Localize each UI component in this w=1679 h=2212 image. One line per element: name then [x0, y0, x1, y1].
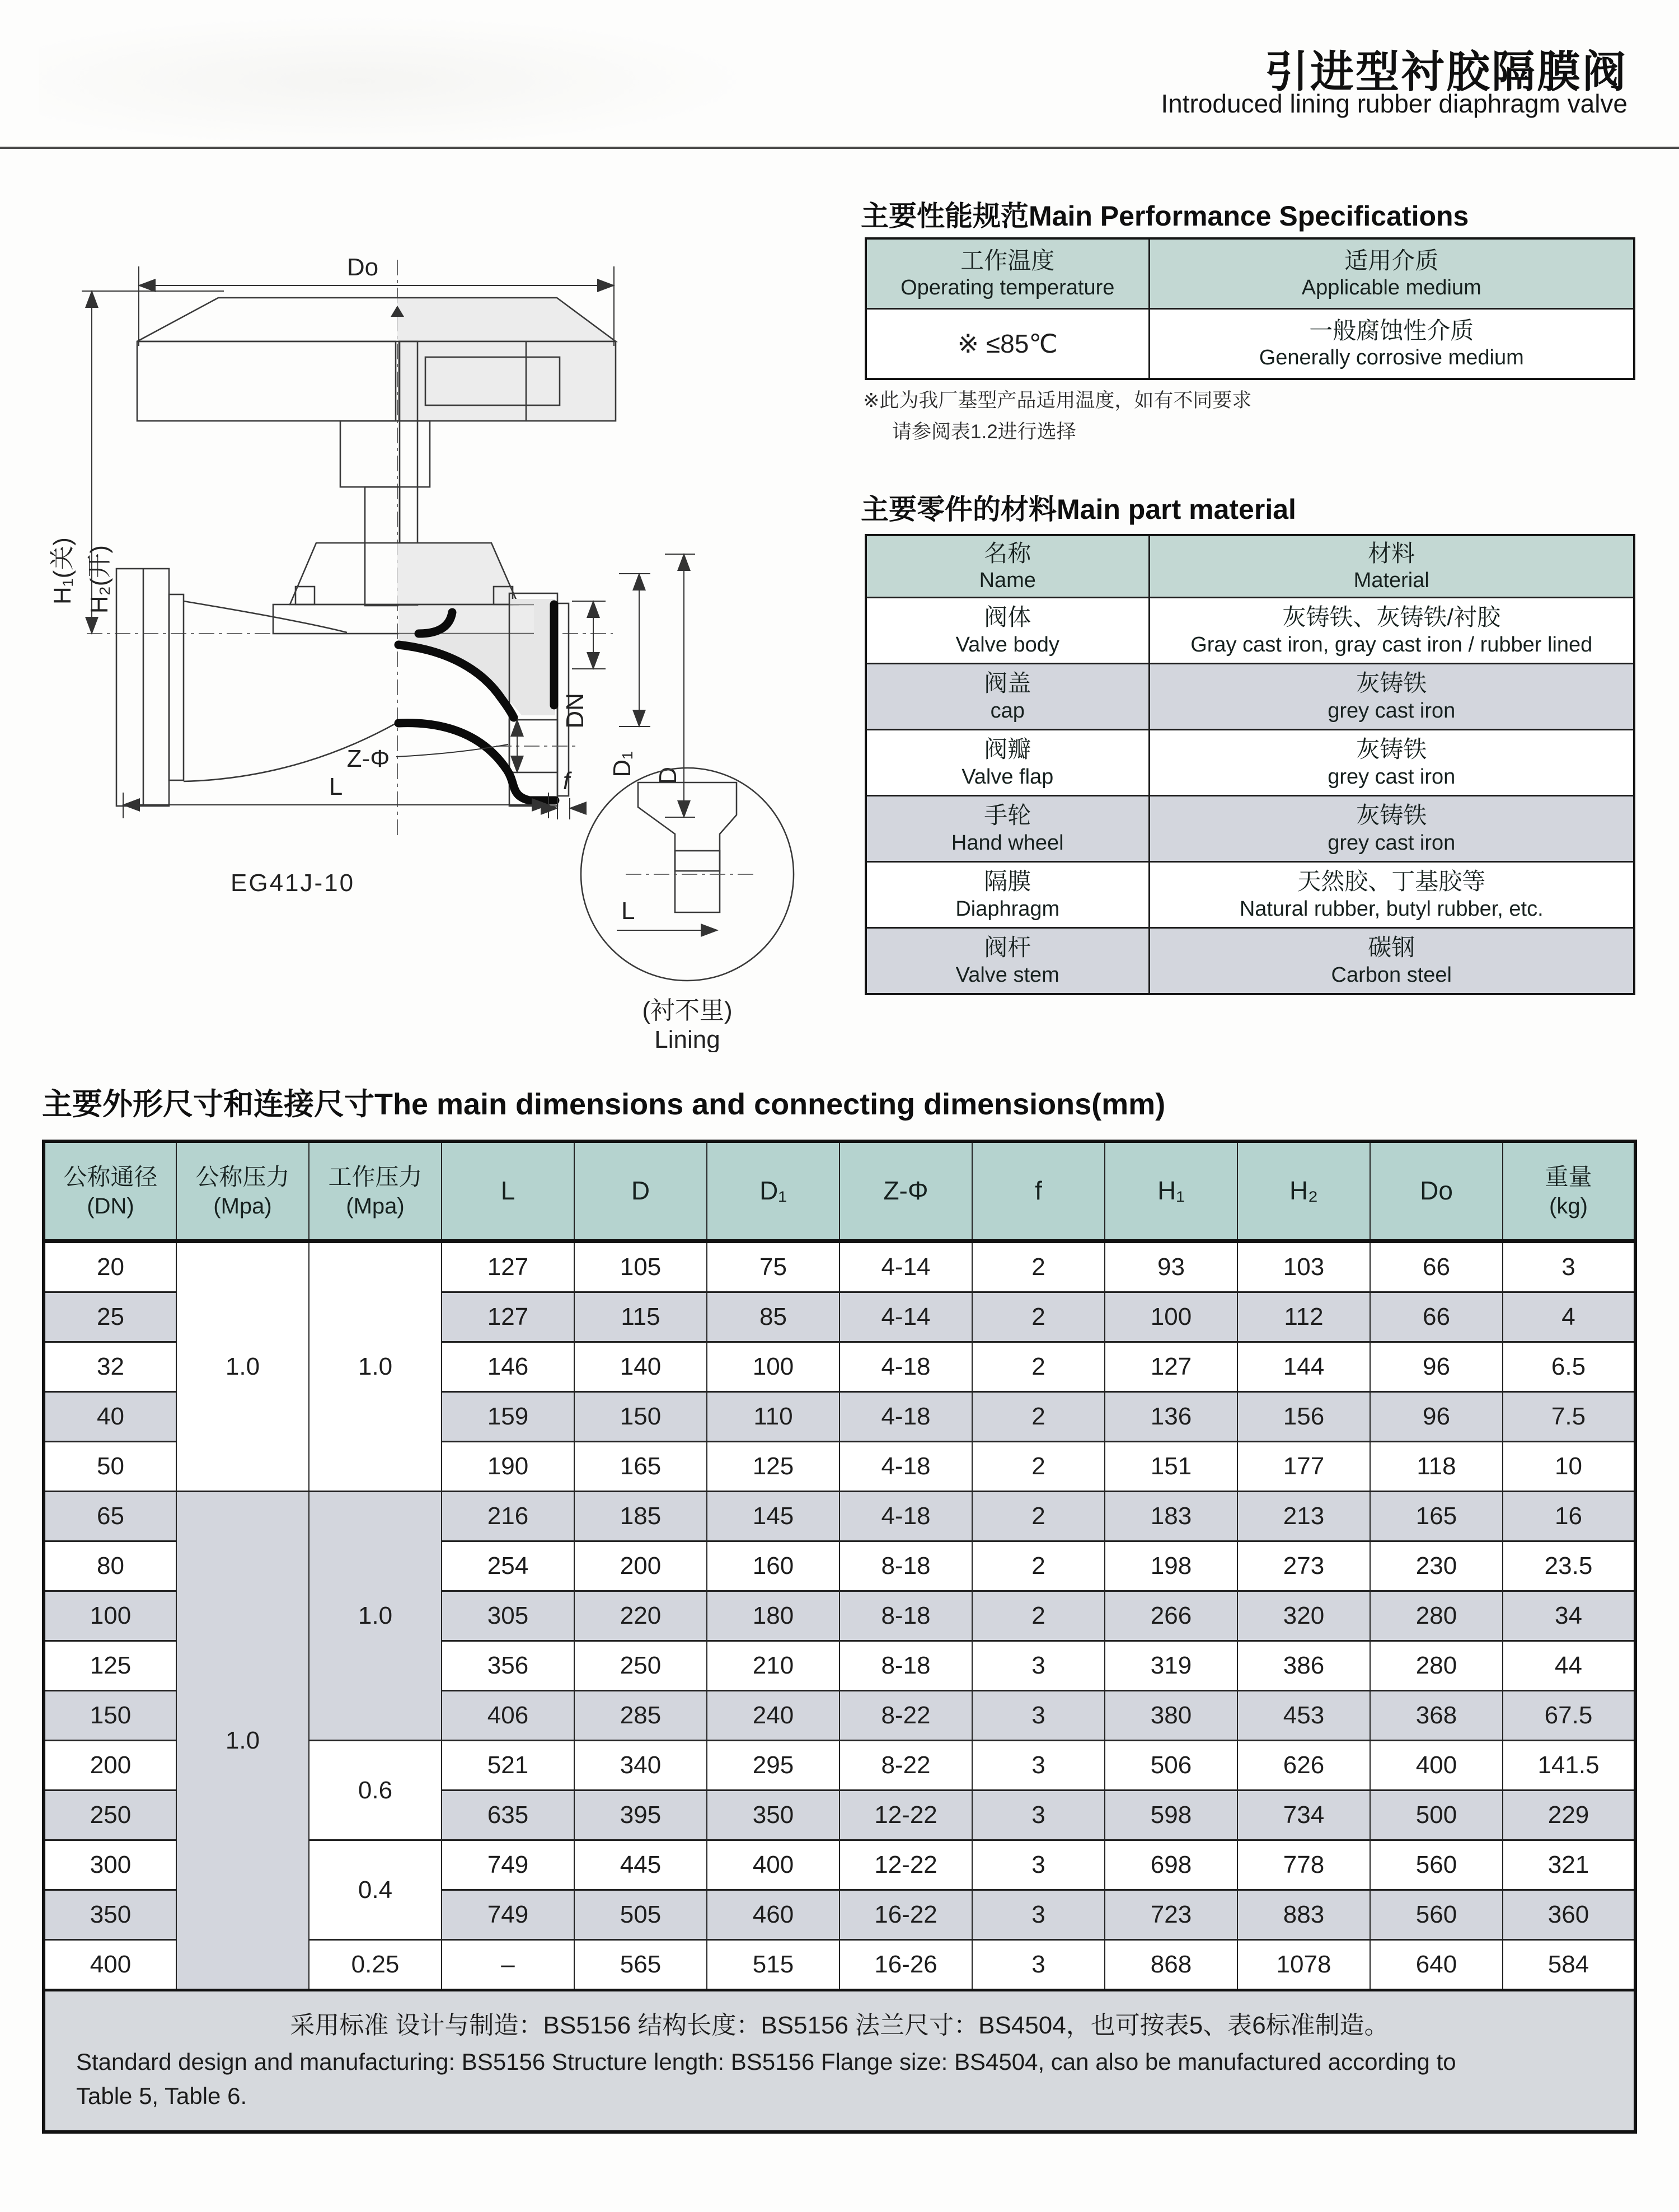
dim-cell: 400 — [44, 1940, 176, 1990]
col-dn: 公称通径 (DN) — [44, 1141, 176, 1241]
dim-cell: 250 — [44, 1791, 176, 1840]
dim-cell: 280 — [1370, 1641, 1503, 1691]
materials-header-row — [866, 535, 1634, 598]
col-applicable-medium: 适用介质 Applicable medium — [1149, 238, 1634, 309]
dim-cell: 460 — [707, 1890, 840, 1940]
dim-cell: 4 — [1503, 1292, 1635, 1342]
dim-cell: 25 — [44, 1292, 176, 1342]
performance-value-row — [866, 309, 1634, 379]
dim-cell: 280 — [1370, 1591, 1503, 1641]
dim-cell: 749 — [442, 1840, 574, 1890]
dim-cell: 4-18 — [840, 1492, 972, 1541]
dim-cell: 521 — [442, 1741, 574, 1791]
lining-caption-en: Lining — [654, 1026, 720, 1052]
dim-cell: 127 — [442, 1292, 574, 1342]
dim-cell: 4-14 — [840, 1241, 972, 1292]
dim-cell: 23.5 — [1503, 1541, 1635, 1591]
dim-cell: 165 — [574, 1442, 707, 1492]
dim-cell: 350 — [44, 1890, 176, 1940]
dim-cell: 560 — [1370, 1840, 1503, 1890]
dim-label-d1: D₁ — [608, 751, 636, 777]
dim-cell: 145 — [707, 1492, 840, 1541]
dim-cell: 295 — [707, 1741, 840, 1791]
dim-cell: 723 — [1105, 1890, 1237, 1940]
dim-cell: 105 — [574, 1241, 707, 1292]
dim-cell: 340 — [574, 1741, 707, 1791]
col-d: D — [574, 1141, 707, 1241]
dim-label-z-phi: Z-Φ — [346, 745, 390, 772]
dim-cell: 75 — [707, 1241, 840, 1292]
dim-cell: 626 — [1237, 1741, 1370, 1791]
dim-cell: 230 — [1370, 1541, 1503, 1591]
valve-model-label: EG41J-10 — [231, 869, 355, 897]
dim-cell: 321 — [1503, 1840, 1635, 1890]
dim-cell: 141.5 — [1503, 1741, 1635, 1791]
col-weight: 重量 (kg) — [1503, 1141, 1635, 1241]
dim-cell: 110 — [707, 1392, 840, 1442]
col-h1: H₁ — [1105, 1141, 1237, 1241]
dim-cell: 93 — [1105, 1241, 1237, 1292]
dim-cell: 350 — [707, 1791, 840, 1840]
dim-cell: 453 — [1237, 1691, 1370, 1741]
dim-cell: 185 — [574, 1492, 707, 1541]
standards-note-en: Standard design and manufacturing: BS5156 Structure length: BS5156 Flange size: BS4504, can also be manufactured according to Table 5, Table 6. — [76, 2049, 1456, 2109]
dim-cell: 100 — [707, 1342, 840, 1392]
dim-cell: 2 — [972, 1492, 1105, 1541]
dim-cell: 16-26 — [840, 1940, 972, 1990]
dim-cell: 146 — [442, 1342, 574, 1392]
performance-header-row — [866, 238, 1634, 309]
dim-label-h1: H₁(关) — [49, 537, 76, 604]
dim-cell: 254 — [442, 1541, 574, 1591]
dim-cell: 3 — [972, 1791, 1105, 1840]
dim-cell: 1078 — [1237, 1940, 1370, 1990]
dim-cell: 100 — [1105, 1292, 1237, 1342]
dim-cell: 505 — [574, 1890, 707, 1940]
dim-cell: 400 — [1370, 1741, 1503, 1791]
dim-cell: 868 — [1105, 1940, 1237, 1990]
dim-cell: 96 — [1370, 1342, 1503, 1392]
dim-cell: 1.0 — [309, 1492, 442, 1741]
dimensions-header-row — [44, 1141, 1635, 1241]
dim-cell: 140 — [574, 1342, 707, 1392]
dim-cell: 7.5 — [1503, 1392, 1635, 1442]
dim-cell: 698 — [1105, 1840, 1237, 1890]
col-working-pressure: 工作压力 (Mpa) — [309, 1141, 442, 1241]
dim-cell: 200 — [574, 1541, 707, 1591]
col-d1: D₁ — [707, 1141, 840, 1241]
dim-cell: 734 — [1237, 1791, 1370, 1840]
dim-cell: 250 — [574, 1641, 707, 1691]
dim-cell: 100 — [44, 1591, 176, 1641]
faint-watermark — [39, 17, 744, 146]
dim-cell: 400 — [707, 1840, 840, 1890]
temperature-value: ※ ≤85℃ — [866, 309, 1149, 379]
col-do: Do — [1370, 1141, 1503, 1241]
dim-cell: 8-22 — [840, 1741, 972, 1791]
dim-cell: 12-22 — [840, 1791, 972, 1840]
dim-cell: 115 — [574, 1292, 707, 1342]
dim-cell: 200 — [44, 1741, 176, 1791]
dim-cell: 125 — [707, 1442, 840, 1492]
dim-cell: 749 — [442, 1890, 574, 1940]
dim-label-do: Do — [346, 254, 379, 281]
dim-cell: 127 — [442, 1241, 574, 1292]
dim-cell: 2 — [972, 1241, 1105, 1292]
dim-cell: 12-22 — [840, 1840, 972, 1890]
dim-label-h2: H₂(开) — [86, 545, 113, 614]
col-z-phi: Z-Φ — [840, 1141, 972, 1241]
dim-cell: 160 — [707, 1541, 840, 1591]
dim-cell: 273 — [1237, 1541, 1370, 1591]
dim-cell: 198 — [1105, 1541, 1237, 1591]
dim-cell: 640 — [1370, 1940, 1503, 1990]
dimensions-footer-row — [44, 1990, 1635, 2132]
dim-cell: 380 — [1105, 1691, 1237, 1741]
dim-cell: 127 — [1105, 1342, 1237, 1392]
dim-cell: 8-18 — [840, 1591, 972, 1641]
dim-label-f: f — [562, 767, 570, 795]
dims-tbody — [44, 1241, 1635, 1990]
dim-cell: 2 — [972, 1292, 1105, 1342]
dim-cell: 4-14 — [840, 1292, 972, 1342]
standards-note — [44, 1990, 1635, 2132]
dim-cell: 216 — [442, 1492, 574, 1541]
dim-cell: 229 — [1503, 1791, 1635, 1840]
col-h2: H₂ — [1237, 1141, 1370, 1241]
material-row-valve-flap: 阀瓣 Valve flap 灰铸铁 grey cast iron — [866, 730, 1634, 796]
dim-cell: 0.4 — [309, 1840, 442, 1940]
dim-cell: 368 — [1370, 1691, 1503, 1741]
dim-cell: 395 — [574, 1791, 707, 1840]
dim-cell: 598 — [1105, 1791, 1237, 1840]
dim-cell: 151 — [1105, 1442, 1237, 1492]
dim-cell: 1.0 — [309, 1241, 442, 1492]
performance-section-title: 主要性能规范Main Performance Specifications — [861, 200, 1469, 232]
dim-cell: 3 — [972, 1940, 1105, 1990]
dim-cell: 80 — [44, 1541, 176, 1591]
dim-cell: 118 — [1370, 1442, 1503, 1492]
dim-cell: 112 — [1237, 1292, 1370, 1342]
medium-value: 一般腐蚀性介质 Generally corrosive medium — [1149, 309, 1634, 379]
materials-section-title: 主要零件的材料Main part material — [861, 494, 1296, 525]
dim-cell: 159 — [442, 1392, 574, 1442]
dim-cell: 4-18 — [840, 1342, 972, 1392]
dim-cell: 386 — [1237, 1641, 1370, 1691]
dim-cell: 3 — [972, 1890, 1105, 1940]
dim-cell: 150 — [44, 1691, 176, 1741]
material-row-cap: 阀盖 cap 灰铸铁 grey cast iron — [866, 664, 1634, 730]
dim-cell: 66 — [1370, 1241, 1503, 1292]
dim-cell: 445 — [574, 1840, 707, 1890]
dim-cell: 32 — [44, 1342, 176, 1392]
dim-cell: 0.6 — [309, 1741, 442, 1840]
dim-cell: 190 — [442, 1442, 574, 1492]
dim-cell: 20 — [44, 1241, 176, 1292]
dim-cell: 96 — [1370, 1392, 1503, 1442]
dim-cell: 67.5 — [1503, 1691, 1635, 1741]
dim-cell: 16-22 — [840, 1890, 972, 1940]
dim-cell: 65 — [44, 1492, 176, 1541]
materials-table — [865, 534, 1635, 995]
dim-cell: 2 — [972, 1392, 1105, 1442]
col-nominal-pressure: 公称压力 (Mpa) — [176, 1141, 309, 1241]
dim-cell: 44 — [1503, 1641, 1635, 1691]
material-row-valve-body: 阀体 Valve body 灰铸铁、灰铸铁/衬胶 Gray cast iron, gray cast iron / rubber lined — [866, 598, 1634, 664]
dim-cell: 565 — [574, 1940, 707, 1990]
material-row-hand-wheel: 手轮 Hand wheel 灰铸铁 grey cast iron — [866, 796, 1634, 862]
col-name: 名称 Name — [866, 535, 1149, 598]
dim-cell: 3 — [972, 1840, 1105, 1890]
dim-cell: 3 — [972, 1741, 1105, 1791]
detail-dim-l: L — [621, 897, 635, 925]
dim-cell: 66 — [1370, 1292, 1503, 1342]
dim-cell: 2 — [972, 1541, 1105, 1591]
dim-cell: 136 — [1105, 1392, 1237, 1442]
dim-cell: 40 — [44, 1392, 176, 1442]
dim-cell: 177 — [1237, 1442, 1370, 1492]
dim-cell: 150 — [574, 1392, 707, 1442]
dim-cell: 3 — [972, 1691, 1105, 1741]
dim-cell: 220 — [574, 1591, 707, 1641]
col-f: f — [972, 1141, 1105, 1241]
dim-cell: 320 — [1237, 1591, 1370, 1641]
page-title-cn: 引进型衬胶隔膜阀 — [1264, 47, 1628, 96]
dim-cell: 10 — [1503, 1442, 1635, 1492]
dim-cell: 2 — [972, 1442, 1105, 1492]
dim-cell: 3 — [972, 1641, 1105, 1691]
dim-cell: 8-18 — [840, 1541, 972, 1591]
dim-cell: 560 — [1370, 1890, 1503, 1940]
dim-cell: 103 — [1237, 1241, 1370, 1292]
dim-cell: 635 — [442, 1791, 574, 1840]
dim-cell: 2 — [972, 1342, 1105, 1392]
dim-cell: – — [442, 1940, 574, 1990]
dim-cell: 8-22 — [840, 1691, 972, 1741]
page-title-en: Introduced lining rubber diaphragm valve — [1161, 89, 1628, 118]
dim-cell: 3 — [1503, 1241, 1635, 1292]
dim-cell: 883 — [1237, 1890, 1370, 1940]
dim-cell: 240 — [707, 1691, 840, 1741]
dim-cell: 156 — [1237, 1392, 1370, 1442]
dim-cell: 515 — [707, 1940, 840, 1990]
dim-cell: 778 — [1237, 1840, 1370, 1890]
dims-row-dn-65 — [44, 1492, 1635, 1541]
dim-cell: 180 — [707, 1591, 840, 1641]
dim-cell: 300 — [44, 1840, 176, 1890]
dim-cell: 1.0 — [176, 1241, 309, 1492]
dim-label-d: D — [654, 767, 682, 785]
standards-note-cn: 采用标准 设计与制造：BS5156 结构长度：BS5156 法兰尺寸：BS4504，也可按表5、表6标准制造。 — [290, 2012, 1389, 2039]
material-row-diaphragm: 隔膜 Diaphragm 天然胶、丁基胶等 Natural rubber, butyl rubber, etc. — [866, 862, 1634, 928]
dim-cell: 144 — [1237, 1342, 1370, 1392]
dim-cell: 360 — [1503, 1890, 1635, 1940]
dim-cell: 1.0 — [176, 1492, 309, 1990]
dim-cell: 6.5 — [1503, 1342, 1635, 1392]
col-material: 材料 Material — [1149, 535, 1634, 598]
dim-cell: 34 — [1503, 1591, 1635, 1641]
valve-section-drawing — [34, 213, 817, 1052]
dim-cell: 285 — [574, 1691, 707, 1741]
dimensions-section-title: 主要外形尺寸和连接尺寸The main dimensions and connecting dimensions(mm) — [42, 1088, 1166, 1121]
valve-stem-outline — [365, 487, 400, 606]
dim-cell: 4-18 — [840, 1442, 972, 1492]
dim-label-l: L — [329, 773, 343, 800]
dimensions-table — [42, 1140, 1637, 2134]
dim-cell: 16 — [1503, 1492, 1635, 1541]
dim-cell: 584 — [1503, 1940, 1635, 1990]
lining-caption-cn: (衬不里) — [642, 997, 733, 1024]
dim-cell: 266 — [1105, 1591, 1237, 1641]
dim-cell: 2 — [972, 1591, 1105, 1641]
performance-table — [865, 237, 1635, 380]
dim-cell: 506 — [1105, 1741, 1237, 1791]
dim-cell: 4-18 — [840, 1392, 972, 1442]
dim-cell: 85 — [707, 1292, 840, 1342]
dim-cell: 213 — [1237, 1492, 1370, 1541]
dim-cell: 406 — [442, 1691, 574, 1741]
dim-cell: 125 — [44, 1641, 176, 1691]
material-row-valve-stem: 阀杆 Valve stem 碳钢 Carbon steel — [866, 928, 1634, 995]
dim-cell: 500 — [1370, 1791, 1503, 1840]
temperature-footnote: ※此为我厂基型产品适用温度，如有不同要求 请参阅表1.2进行选择 — [863, 390, 1252, 443]
dim-cell: 50 — [44, 1442, 176, 1492]
dim-cell: 356 — [442, 1641, 574, 1691]
dim-cell: 319 — [1105, 1641, 1237, 1691]
header-rule — [0, 147, 1679, 149]
dim-cell: 0.25 — [309, 1940, 442, 1990]
dim-cell: 165 — [1370, 1492, 1503, 1541]
dim-label-dn: DN — [561, 693, 589, 729]
dim-cell: 8-18 — [840, 1641, 972, 1691]
dim-cell: 305 — [442, 1591, 574, 1641]
dim-cell: 183 — [1105, 1492, 1237, 1541]
dims-row-dn-20 — [44, 1241, 1635, 1292]
col-l: L — [442, 1141, 574, 1241]
handwheel-hub — [340, 421, 430, 487]
col-operating-temperature: 工作温度 Operating temperature — [866, 238, 1149, 309]
dim-cell: 210 — [707, 1641, 840, 1691]
